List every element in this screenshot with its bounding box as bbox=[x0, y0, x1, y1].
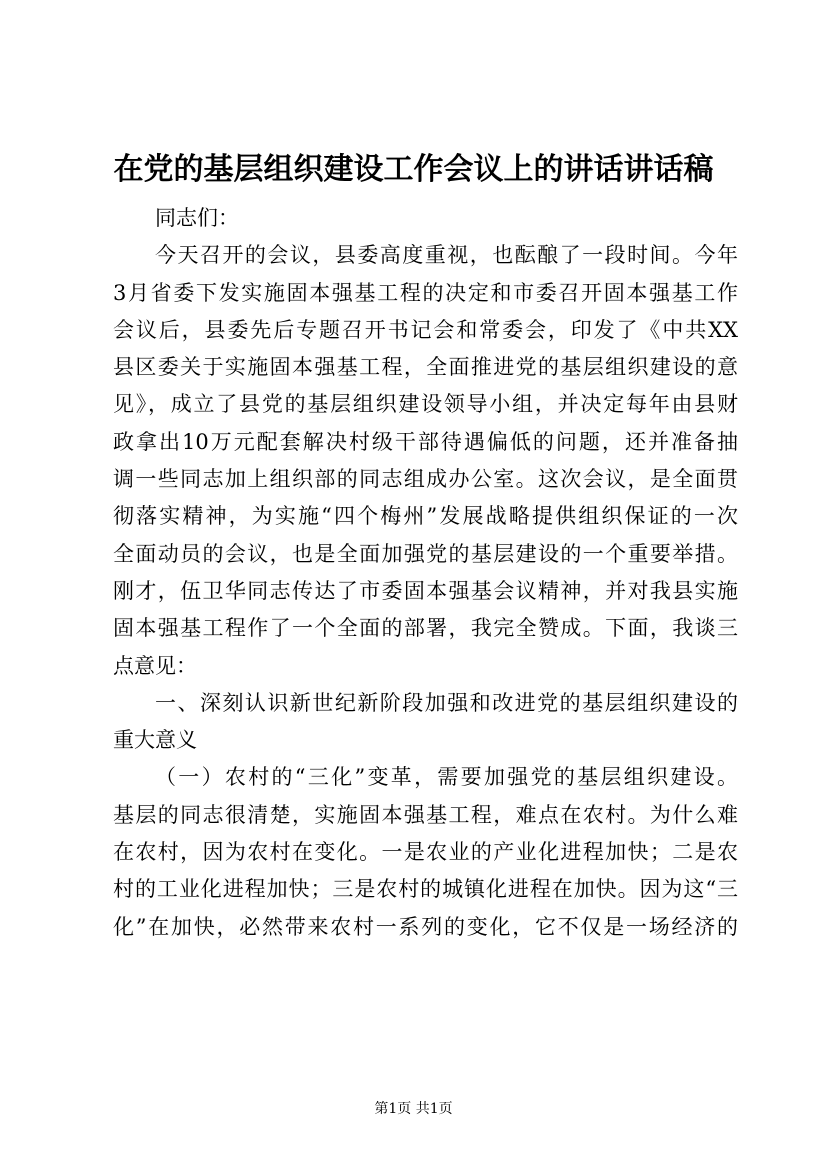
document-title: 在党的基层组织建设工作会议上的讲话讲话稿 bbox=[113, 152, 714, 187]
body-line: 今天召开的会议，县委高度重视，也酝酿了一段时间。今年 bbox=[155, 243, 738, 268]
body-line: 会议后，县委先后专题召开书记会和常委会，印发了《中共XX bbox=[113, 317, 738, 342]
body-line: 基层的同志很清楚，实施固本强基工程，难点在农村。为什么难 bbox=[113, 802, 738, 827]
body-line: 见》，成立了县党的基层组织建设领导小组，并决定每年由县财 bbox=[113, 392, 738, 417]
body-line: 一、深刻认识新世纪新阶段加强和改进党的基层组织建设的 bbox=[155, 690, 738, 715]
body-line: 重大意义 bbox=[113, 728, 197, 753]
body-line: 固本强基工程作了一个全面的部署，我完全赞成。下面，我谈三 bbox=[113, 616, 738, 641]
body-line: （一）农村的“三化”变革，需要加强党的基层组织建设。 bbox=[155, 765, 738, 790]
body-line: 政拿出10万元配套解决村级干部待遇偏低的问题，还并准备抽 bbox=[113, 429, 738, 454]
body-line: 调一些同志加上组织部的同志组成办公室。这次会议，是全面贯 bbox=[113, 467, 738, 492]
body-line: 彻落实精神，为实施“四个梅州”发展战略提供组织保证的一次 bbox=[113, 504, 738, 529]
body-line: 在农村，因为农村在变化。一是农业的产业化进程加快；二是农 bbox=[113, 840, 738, 865]
body-line: 全面动员的会议，也是全面加强党的基层建设的一个重要举措。 bbox=[113, 541, 738, 566]
document-body bbox=[113, 200, 738, 946]
body-line: 村的工业化进程加快；三是农村的城镇化进程在加快。因为这“三 bbox=[113, 877, 738, 902]
body-line: 刚才，伍卫华同志传达了市委固本强基会议精神，并对我县实施 bbox=[113, 578, 738, 603]
body-line: 县区委关于实施固本强基工程，全面推进党的基层组织建设的意 bbox=[113, 355, 738, 380]
body-line: 同志们： bbox=[155, 206, 239, 230]
body-line: 化”在加快，必然带来农村一系列的变化，它不仅是一场经济的 bbox=[113, 914, 738, 939]
page-footer: 第1页 共1页 bbox=[374, 1101, 453, 1117]
body-line: 3月省委下发实施固本强基工程的决定和市委召开固本强基工作 bbox=[113, 280, 738, 305]
body-line: 点意见： bbox=[113, 653, 197, 678]
